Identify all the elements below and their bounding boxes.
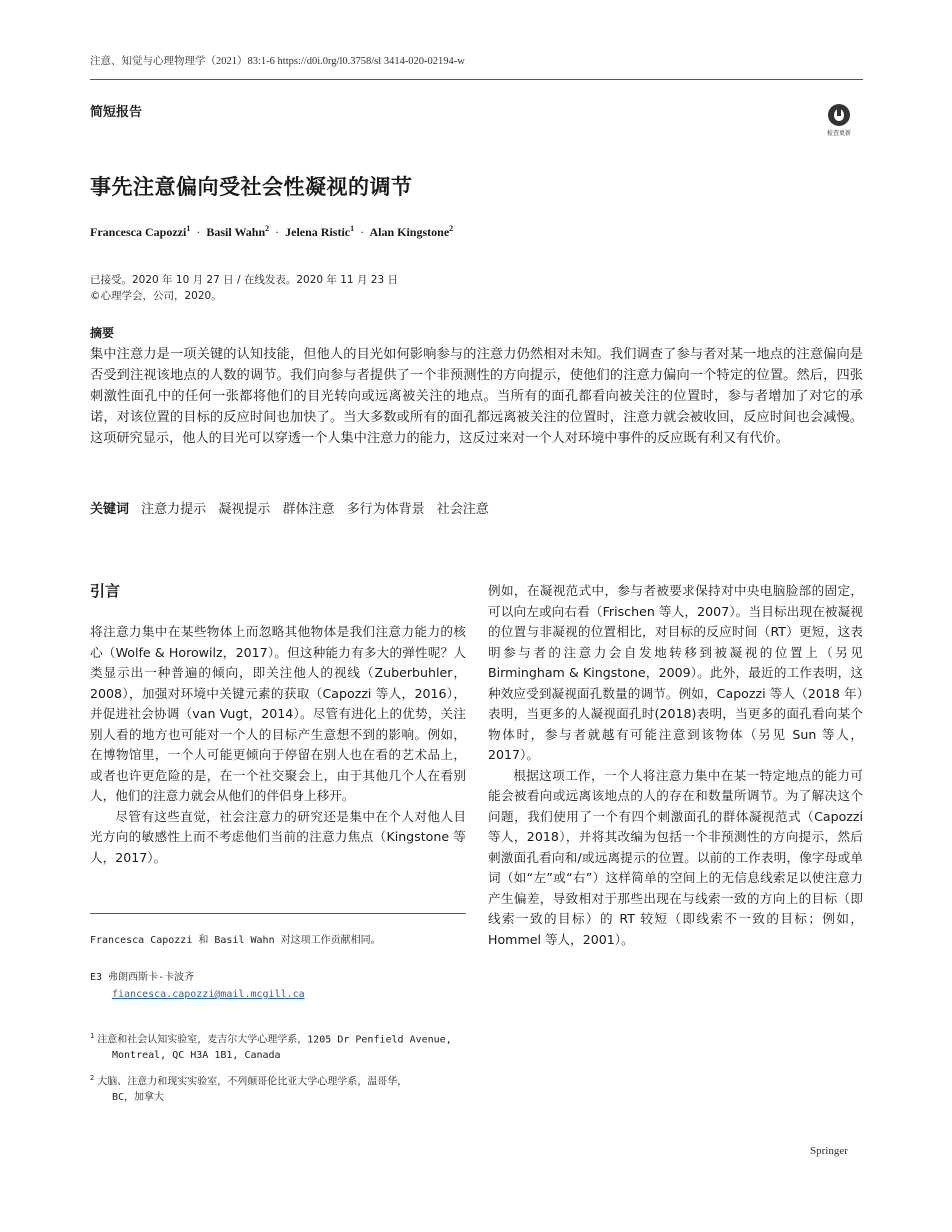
author-separator: · (360, 225, 365, 239)
keywords (90, 498, 497, 517)
crossmark-badge[interactable] (824, 104, 854, 138)
copyright-line: ©心理学会，公司，2020。 (90, 290, 222, 302)
author-affiliation: 2 (449, 224, 454, 233)
affiliation-number: 2 (90, 1074, 95, 1082)
author-name[interactable]: Jelena Ristic (285, 225, 351, 239)
body-paragraph: 将注意力集中在某些物体上而忽略其他物体是我们注意力能力的核心（Wolfe & Horowilz，2017）。但这种能力有多大的弹性呢？人类显示出一种普遍的倾向，即关注他人的视线（Zuberbuhler，2008），加强对环境中关键元素的获取（Capozzi 等人，2016），并促进社会协调（van Vugt，2014）。尽管有进化上的优势，关注别人看的地方也可能对一个人的目标产生意想不到的影响。例如，在博物馆里，一个人可能更倾向于停留在别人也在看的艺术品上，或者也许更危险的是，在一个社交聚会上，由于其他几个人在看别人，他们的注意力就会从他们的伴侣身上移开。 (90, 624, 466, 803)
body-paragraph: 根据这项工作，一个人将注意力集中在某一特定地点的能力可能会被看向或远离该地点的人的存在和数量所调节。为了解决这个问题，我们使用了一个有四个刺激面孔的群体凝视范式（Capozzi 等人，2018），并将其改编为包括一个非预测性的方向提示，然后刺激面孔看向和/或远离提示的位置。以前的工作表明，像字母或单词（如“左”或“右”）这样简单的空间上的无信息线索足以使注意力产生偏差，导致相对于那些出现在与线索一致的方向上的目标（即线索一致的目标）的 RT 较短（即线索不一致的目标；例如，Hommel 等人，2001）。 (488, 767, 863, 947)
section-heading-intro: 引言 (90, 582, 121, 600)
paper-title: 事先注意偏向受社会性凝视的调节 (90, 175, 413, 199)
crossmark-icon (828, 104, 850, 126)
affiliation-1 (90, 1028, 466, 1064)
author-affiliation: 1 (350, 224, 355, 233)
keyword: 多行为体背景 (346, 502, 425, 517)
header-divider (90, 79, 863, 80)
body-column-left (90, 622, 466, 868)
received-date: 已接受。2020 年 10 月 27 日 / 在线发表。2020 年 11 月 23 日 (90, 274, 398, 286)
author-name[interactable]: Francesca Capozzi (90, 225, 187, 239)
affiliation-text: 大脑、注意力和现实实验室，不列颠哥伦比亚大学心理学系，温哥华， (97, 1076, 408, 1088)
publication-dates (90, 272, 398, 304)
affiliation-text: 注意和社会认知实验室，麦吉尔大学心理学系，1205 Dr Penfield Avenue, (97, 1034, 452, 1046)
journal-citation: 注意、知觉与心理物理学（2021）83:1-6 https://d0i.0rg/l0.3758/sl 3414-020-02194-w (90, 56, 465, 67)
keyword: 群体注意 (282, 502, 335, 517)
affiliation-number: 1 (90, 1032, 95, 1040)
body-paragraph: 尽管有这些直觉，社会注意力的研究还是集中在个人对他人目光方向的敏感性上而不考虑他们当前的注意力焦点（Kingstone 等人，2017）。 (90, 808, 466, 865)
affiliation-2 (90, 1070, 466, 1106)
footnote-divider (90, 913, 466, 914)
author-affiliation: 1 (186, 224, 191, 233)
email-link[interactable]: fiancesca.capozzi@mail.mcgill.ca (112, 989, 305, 1000)
corresponding-author: E3 弗朗西斯卡-卡波齐 (90, 972, 195, 983)
author-list (90, 224, 453, 240)
keyword: 注意力提示 (141, 502, 207, 517)
body-column-right (488, 581, 863, 950)
crossmark-label: 检查更新 (826, 130, 851, 137)
author-name[interactable]: Basil Wahn (206, 225, 266, 239)
footnote-contribution: Francesca Capozzi 和 Basil Wahn 对这项工作贡献相同。 (90, 935, 381, 946)
article-type: 简短报告 (90, 105, 143, 120)
author-affiliation: 2 (265, 224, 270, 233)
affiliation-text: BC，加拿大 (112, 1092, 165, 1104)
keyword: 凝视提示 (218, 502, 271, 517)
keyword: 社会注意 (436, 502, 489, 517)
publisher-logo: Springer (810, 1145, 848, 1157)
author-name[interactable]: Alan Kingstone (369, 225, 450, 239)
abstract-heading: 摘要 (90, 326, 115, 340)
abstract-text: 集中注意力是一项关键的认知技能，但他人的目光如何影响参与的注意力仍然相对未知。我们调查了参与者对某一地点的注意偏向是否受到注视该地点的人数的调节。我们向参与者提供了一个非预测性的方向提示，使他们的注意力偏向一个特定的位置。然后，四张刺激性面孔中的任何一张都将他们的目光转向或远离被关注的地点。当所有的面孔都看向被关注的位置时，参与者增加了对它的承诺，对该位置的目标的反应时间也加快了。当大多数或所有的面孔都远离被关注的位置时，注意力就会被收回，反应时间也会减慢。这项研究显示，他人的目光可以穿透一个人集中注意力的能力，这反过来对一个人对环境中事件的反应既有利又有代价。 (90, 347, 863, 446)
author-separator: · (275, 225, 280, 239)
author-separator: · (196, 225, 201, 239)
affiliation-text: Montreal, QC H3A 1B1, Canada (112, 1050, 281, 1062)
keywords-label: 关键词 (90, 502, 130, 517)
body-paragraph: 例如，在凝视范式中，参与者被要求保持对中央电脑脸部的固定，可以向左或向右看（Frischen 等人，2007）。当目标出现在被凝视的位置与非凝视的位置相比，对目标的反应时间（RT）更短，这表明参与者的注意力会自发地转移到被凝视的位置上（另见 Birmingham & Kingstone，2009）。此外，最近的工作表明，这种效应受到凝视面孔数量的调节。例如，Capozzi 等人（2018 年）表明，当更多的人凝视面孔时(2018)表明，当更多的面孔看向某个物体时，参与者就越有可能注意到该物体（另见 Sun 等人，2017）。 (488, 583, 863, 762)
